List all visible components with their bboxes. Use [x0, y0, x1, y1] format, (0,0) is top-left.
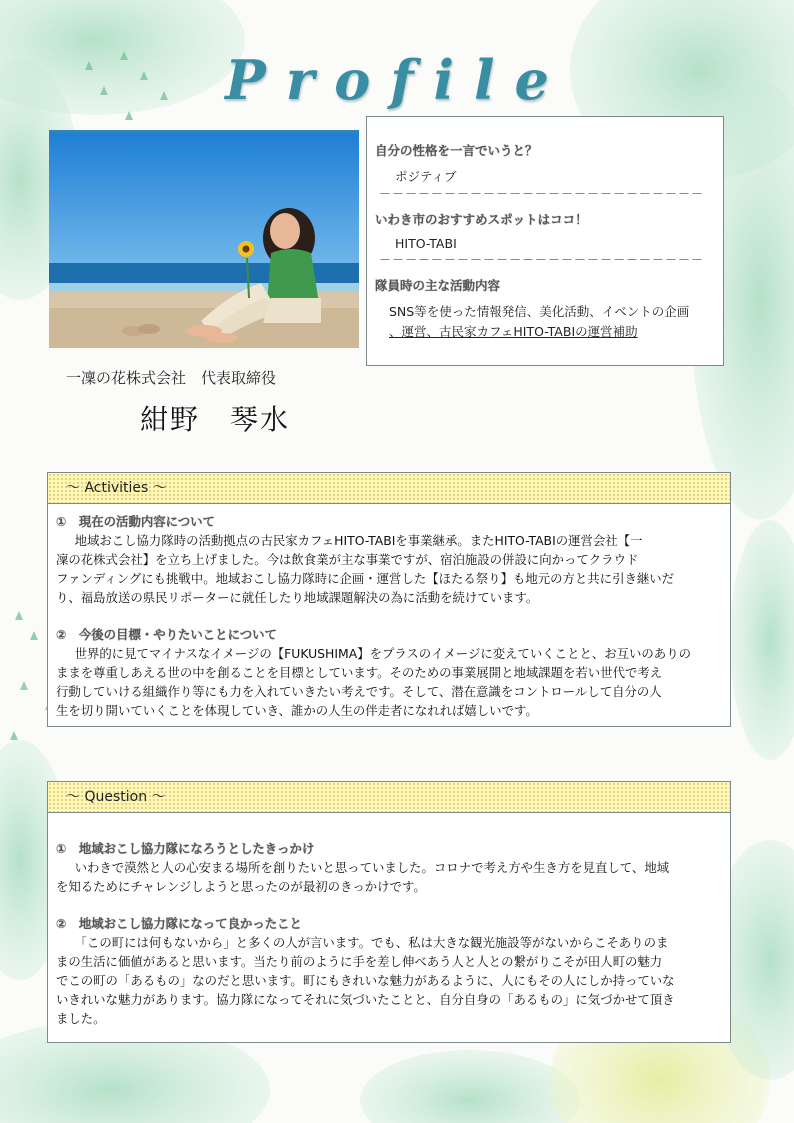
good-things-line: 「この町には何もないから」と多くの人が言います。でも、私は大きな観光施設等がないからこそありのま: [74, 935, 669, 950]
activities-question: 隊員時の主な活動内容: [375, 278, 501, 293]
question-header: ～ Question ～: [48, 782, 730, 813]
motivation-line: を知るためにチャレンジしようと思ったのが最初のきっかけです。: [56, 879, 426, 894]
question-panel: [47, 781, 731, 1043]
future-goals-title: ② 今後の目標・やりたいことについて: [56, 627, 277, 642]
dashed-divider: －－－－－－－－－－－－－－－－－－－－－－－－－: [379, 253, 705, 267]
good-things-line: まの生活に価値があると思います。当たり前のように手を差し伸べあう人と人との繋がりこそが田人町の魅力: [56, 954, 663, 969]
company-title: 一凜の花株式会社 代表取締役: [66, 369, 277, 387]
recommended-spot-answer: HITO-TABI: [395, 236, 457, 251]
profile-photo: [49, 130, 359, 348]
good-things-line: いきれいな魅力があります。協力隊になってそれに気づいたことと、自分自身の「あるもの」に気づかせて頂き: [56, 992, 675, 1007]
personality-question: 自分の性格を一言でいうと？: [375, 143, 538, 158]
person-name: 紺野 琴水: [140, 403, 291, 436]
dashed-divider: －－－－－－－－－－－－－－－－－－－－－－－－－: [379, 187, 705, 201]
activities-panel: [47, 472, 731, 727]
profile-qa-box: [366, 116, 724, 366]
current-activities-title: ① 現在の活動内容について: [56, 514, 215, 529]
current-activities-line: ファンディングにも挑戦中。地域おこし協力隊時に企画・運営した【ほたる祭り】も地元の方と共に引き継いだ: [56, 571, 675, 586]
activities-answer: [389, 302, 723, 342]
good-things-line: でこの町の「あるもの」なのだと思います。町にもきれいな魅力があるように、人にもその人にしか持っていな: [56, 973, 675, 988]
current-activities-line: 地域おこし協力隊時の活動拠点の古民家カフェHITO-TABIを事業継承。またHITO-TABIの運営会社【一: [74, 533, 643, 548]
good-things-line: ました。: [56, 1011, 106, 1026]
motivation-title: ① 地域おこし協力隊になろうとしたきっかけ: [56, 841, 315, 856]
activities-header: ～ Activities ～: [48, 473, 730, 504]
current-activities-line: 凜の花株式会社】を立ち上げました。今は飲食業が主な事業ですが、宿泊施設の併設に向かってクラウド: [56, 552, 639, 567]
activities-answer-line1: SNS等を使った情報発信、美化活動、イベントの企画: [389, 304, 690, 319]
recommended-spot-question: いわき市のおすすめスポットはココ！: [375, 212, 588, 227]
activities-answer-line2: 、運営、古民家カフェHITO-TABIの運営補助: [389, 324, 638, 339]
page-title: Profile: [225, 48, 569, 112]
current-activities-line: り、福島放送の県民リポーターに就任したり地域課題解決の為に活動を続けています。: [56, 590, 539, 605]
future-goals-line: 生を切り開いていくことを体現していき、誰かの人生の伴走者になれれば嬉しいです。: [56, 703, 538, 718]
personality-answer: ポジティブ: [395, 169, 457, 184]
future-goals-line: 行動していける組織作り等にも力を入れていきたい考えです。そして、潜在意識をコントロールして自分の人: [56, 684, 662, 699]
future-goals-line: 世界的に見てマイナスなイメージの【FUKUSHIMA】をプラスのイメージに変えていくことと、お互いのありの: [74, 646, 691, 661]
future-goals-line: ままを尊重しあえる世の中を創ることを目標としています。そのための事業展開と地域課題を若い世代で考え: [56, 665, 663, 680]
motivation-line: いわきで漠然と人の心安まる場所を創りたいと思っていました。コロナで考え方や生き方を見直して、地域: [74, 860, 670, 875]
good-things-title: ② 地域おこし協力隊になって良かったこと: [56, 916, 302, 931]
